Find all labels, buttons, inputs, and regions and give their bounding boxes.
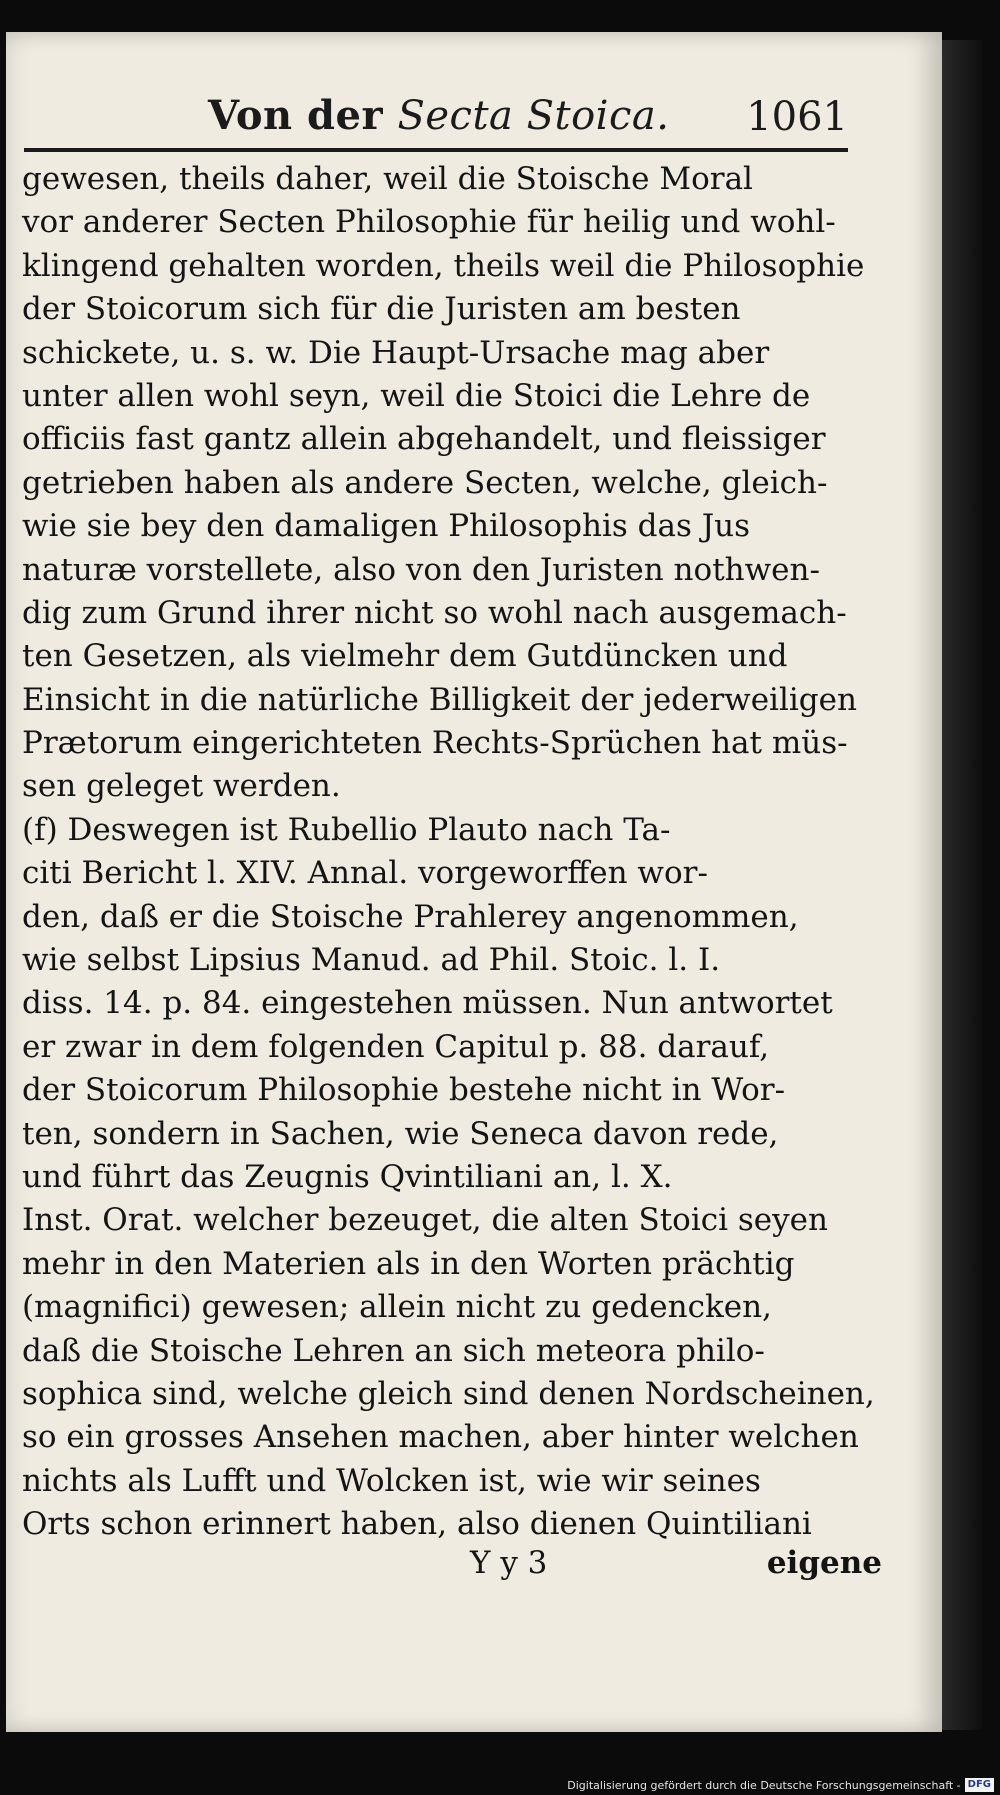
text-line: naturæ vorstellete, also von den Juristen nothwen- [22,551,820,588]
digitization-credit [567,1777,994,1793]
footnote-line: diss. 14. p. 84. eingestehen müssen. Nun antwortet [22,985,833,1022]
footnote-line: ten, sondern in Sachen, wie Seneca davon rede, [22,1115,779,1152]
footnote-line: nichts als Lufft und Wolcken ist, wie wir seines [22,1462,761,1499]
signature-mark: Y y 3 [470,1545,548,1581]
text-line: Einsicht in die natürliche Billigkeit der jederweiligen [22,681,857,718]
text-line: getrieben haben als andere Secten, welche, gleich- [22,464,828,501]
credit-text: Digitalisierung gefördert durch die Deutsche Forschungsgemeinschaft - [567,1778,961,1792]
page-footer [22,1545,882,1589]
text-line: sen geleget werden. [22,768,341,805]
footnote-line: Inst. Orat. welcher bezeuget, die alten Stoici seyen [22,1202,828,1239]
dfg-logo: DFG [965,1778,994,1792]
text-line: Prætorum eingerichteten Rechts-Sprüchen hat müs- [22,725,848,762]
footnote-line: so ein grosses Ansehen machen, aber hinter welchen [22,1419,859,1456]
footnote-line: citi Bericht l. XIV. Annal. vorgeworffen wor- [22,855,708,892]
catchword: eigene [766,1545,882,1581]
running-title [208,92,669,139]
footnote-line: (f) Deswegen ist Rubellio Plauto nach Ta- [22,811,671,848]
footnote-line: (magnifici) gewesen; allein nicht zu gedencken, [22,1289,772,1326]
footnote-line: wie selbst Lipsius Manud. ad Phil. Stoic. l. I. [22,942,721,979]
header-rule [24,148,848,152]
text-line: gewesen, theils daher, weil die Stoische Moral [22,161,753,197]
text-line: officiis fast gantz allein abgehandelt, und fleissiger [22,421,826,458]
text-line: vor anderer Secten Philosophie für heilig und wohl- [22,204,836,241]
text-line: wie sie bey den damaligen Philosophis das Jus [22,508,751,545]
footnote-line: daß die Stoische Lehren an sich meteora philo- [22,1332,765,1369]
footnote-line: Orts schon erinnert haben, also dienen Quintiliani [22,1506,812,1543]
footnote-line: sophica sind, welche gleich sind denen Nordscheinen, [22,1375,875,1412]
text-line: ten Gesetzen, als vielmehr dem Gutdüncken und [22,638,788,675]
text-line: schickete, u. s. w. Die Haupt-Ursache mag aber [22,334,770,371]
page-number: 1061 [746,94,848,140]
page-edge-shadow [942,40,982,1730]
footnote-line: mehr in den Materien als in den Worten prächtig [22,1245,795,1282]
footnote-line: der Stoicorum Philosophie bestehe nicht in Wor- [22,1072,786,1109]
text-line: klingend gehalten worden, theils weil die Philosophie [22,247,865,284]
body-text [22,158,882,1547]
running-header [208,92,848,148]
running-title-prefix: Von der [208,92,384,139]
footnote-line: den, daß er die Stoische Prahlerey angenommen, [22,898,799,935]
text-line: dig zum Grund ihrer nicht so wohl nach ausgemach- [22,594,847,631]
text-line: unter allen wohl seyn, weil die Stoici die Lehre de [22,377,811,414]
running-title-italic: Secta Stoica. [397,93,670,139]
footnote-line: und führt das Zeugnis Qvintiliani an, l. X. [22,1158,673,1195]
text-line: der Stoicorum sich für die Juristen am besten [22,291,741,328]
footnote-line: er zwar in dem folgenden Capitul p. 88. darauf, [22,1028,770,1065]
